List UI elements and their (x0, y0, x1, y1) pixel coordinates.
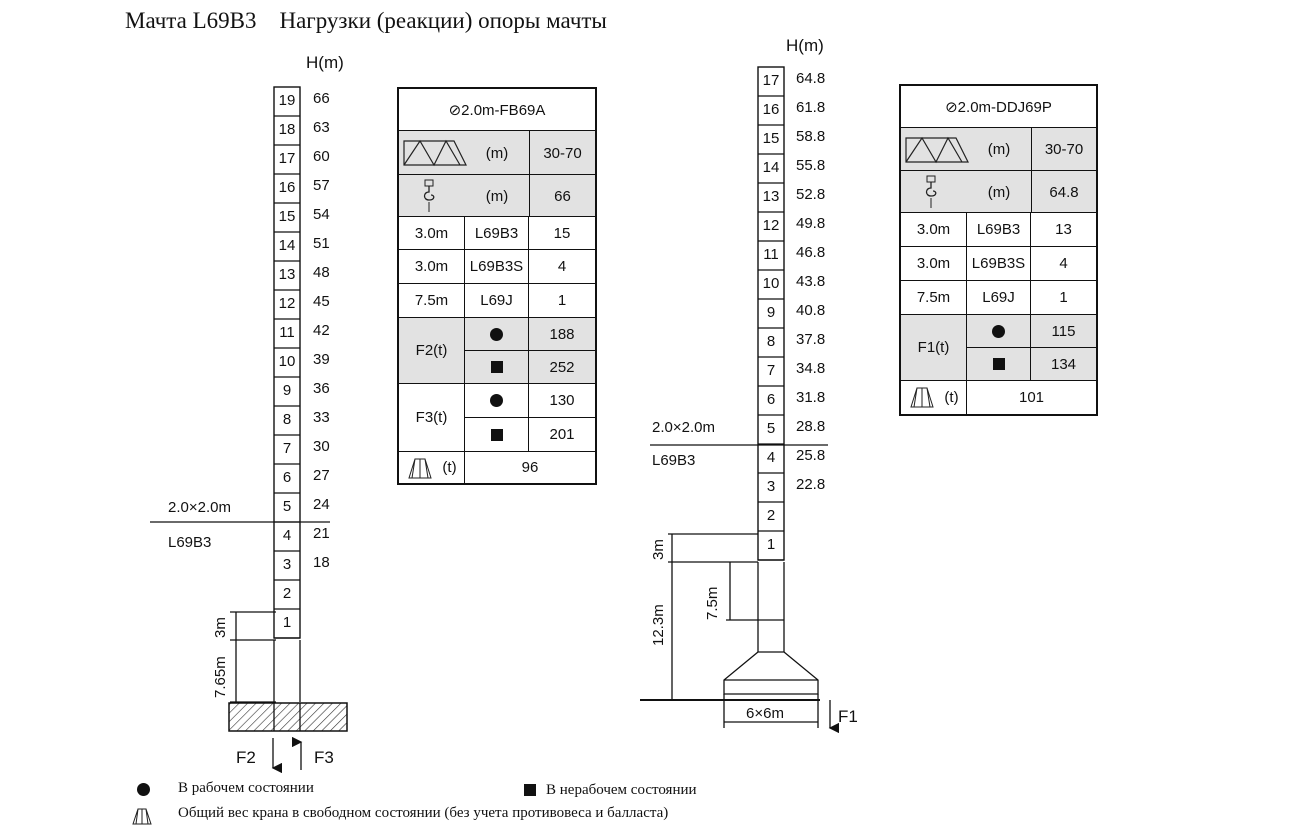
table2-row3-count: 1 (1031, 281, 1096, 315)
force-f1-label: F1 (838, 707, 858, 726)
table2-row1-count: 13 (1031, 213, 1096, 247)
mast-height-value: 36 (313, 380, 330, 397)
table2-row1-type: L69B3 (967, 213, 1031, 247)
mast-height-value: 30 (313, 438, 330, 455)
mast-section-number: 5 (766, 420, 776, 437)
table1-f2-working: 188 (529, 318, 595, 351)
table2-row3-type: L69J (967, 281, 1031, 315)
force-f3-label: F3 (314, 748, 334, 767)
jib-icon (402, 137, 468, 169)
mast-height-value: 45 (313, 293, 330, 310)
mast-section-number: 12 (278, 295, 296, 312)
mast-height-value: 37.8 (796, 331, 826, 348)
mast-section-number: 9 (766, 304, 776, 321)
mast-height-value: 64.8 (796, 70, 826, 87)
mast-section-number: 1 (282, 614, 292, 631)
mast-height-value: 46.8 (796, 244, 826, 261)
mast-height-value: 39 (313, 351, 330, 368)
mast-section-number: 7 (282, 440, 292, 457)
force-f2-label: F2 (236, 748, 256, 767)
mast-height-value: 40.8 (796, 302, 826, 319)
right-dim-123: 12.3m (650, 604, 667, 646)
table1-row2-count: 4 (529, 250, 595, 284)
mast-section-number: 4 (282, 527, 292, 544)
table1-f2-nonworking: 252 (529, 351, 595, 384)
table1-f3-working: 130 (529, 384, 595, 418)
mast-section-number: 3 (766, 478, 776, 495)
mast-section-number: 15 (278, 208, 296, 225)
mast-height-value: 34.8 (796, 360, 826, 377)
table1-f3-label: F3(t) (399, 384, 465, 452)
legend-working-text: В рабочем состоянии (178, 780, 314, 796)
mast-height-value: 61.8 (796, 99, 826, 116)
mast-section-number: 2 (766, 507, 776, 524)
mast-section-number: 15 (762, 130, 780, 147)
right-dim-75: 7.5m (704, 586, 721, 620)
mast-height-value: 33 (313, 409, 330, 426)
mast-height-value: 22.8 (796, 476, 826, 493)
table1-row3-count: 1 (529, 284, 595, 318)
table1-weight-value: 96 (521, 459, 539, 476)
mast-section-number: 1 (766, 536, 776, 553)
mast-height-value: 42 (313, 322, 330, 339)
table2-jib-unit: (m) (987, 141, 1011, 158)
mast-height-value: 48 (313, 264, 330, 281)
mast-height-value: 63 (313, 119, 330, 136)
mast-section-number: 6 (766, 391, 776, 408)
right-dim-3m: 3m (650, 539, 667, 560)
nonworking-state-icon (465, 418, 529, 452)
nonworking-state-icon (967, 348, 1031, 381)
right-base-size: 6×6m (746, 705, 784, 722)
table2-weight-value: 101 (1018, 389, 1045, 406)
left-dim-3m: 3m (212, 617, 229, 638)
mast-height-value: 57 (313, 177, 330, 194)
table2-row2-count: 4 (1031, 247, 1096, 281)
mast-section-number: 11 (763, 246, 779, 263)
table1-row3-length: 7.5m (399, 284, 465, 318)
table1-hook-value: 66 (529, 175, 595, 217)
mast-section-number: 19 (278, 92, 296, 109)
table2-row1-length: 3.0m (901, 213, 967, 247)
left-tie-size: 2.0×2.0m (168, 499, 231, 516)
table2-row2-type: L69B3S (967, 247, 1031, 281)
right-tie-type: L69B3 (652, 452, 696, 469)
nonworking-state-icon (465, 351, 529, 384)
mast-section-number: 12 (762, 217, 780, 234)
mast-height-value: 52.8 (796, 186, 826, 203)
table1-jib-value: 30-70 (529, 131, 595, 175)
table1-row1-count: 15 (529, 217, 595, 250)
mast-height-value: 24 (313, 496, 330, 513)
mast-section-number: 8 (282, 411, 292, 428)
table1-hook-unit: (m) (485, 187, 509, 205)
page-title: Мачта L69B3 Нагрузки (реакции) опоры мачты (125, 8, 607, 33)
mast-section-number: 14 (762, 159, 780, 176)
mast-section-number: 16 (278, 179, 296, 196)
mast-height-value: 43.8 (796, 273, 826, 290)
table2-row3-length: 7.5m (901, 281, 967, 315)
mast-section-number: 10 (278, 353, 296, 370)
table-ddj69p (899, 84, 1098, 416)
mast-section-number: 3 (282, 556, 292, 573)
mast-height-value: 18 (313, 554, 330, 571)
legend-nonworking-text: В нерабочем состоянии (546, 782, 697, 798)
mast-section-number: 5 (282, 498, 292, 515)
legend-working-icon (137, 783, 150, 796)
crane-weight-icon (405, 456, 435, 480)
table1-row3-type: L69J (465, 284, 529, 318)
mast-section-number: 18 (278, 121, 296, 138)
jib-icon (904, 134, 970, 166)
table1-row2-length: 3.0m (399, 250, 465, 284)
mast-height-value: 60 (313, 148, 330, 165)
mast-section-number: 14 (278, 237, 296, 254)
hook-icon (417, 178, 441, 214)
right-h-label: H(m) (786, 36, 824, 55)
mast-height-value: 28.8 (796, 418, 826, 435)
mast-height-value: 25.8 (796, 447, 826, 464)
mast-height-value: 31.8 (796, 389, 826, 406)
mast-section-number: 13 (762, 188, 780, 205)
table2-f1-working: 115 (1031, 315, 1096, 348)
mast-height-value: 21 (313, 525, 330, 542)
mast-section-number: 2 (282, 585, 292, 602)
working-state-icon (967, 315, 1031, 348)
right-tie-size: 2.0×2.0m (652, 419, 715, 436)
table1-row1-type: L69B3 (465, 217, 529, 250)
table1-f2-label: F2(t) (399, 318, 465, 384)
mast-height-value: 54 (313, 206, 330, 223)
table2-jib-value: 30-70 (1031, 128, 1096, 171)
legend-weight-icon (130, 806, 154, 826)
mast-section-number: 4 (766, 449, 776, 466)
mast-height-value: 51 (313, 235, 330, 252)
table1-f3-nonworking: 201 (529, 418, 595, 452)
legend-weight-text: Общий вес крана в свободном состоянии (без учета противовеса и балласта) (178, 805, 669, 821)
left-h-label: H(m) (306, 53, 344, 72)
left-dim-765: 7.65m (212, 656, 229, 698)
mast-height-value: 58.8 (796, 128, 826, 145)
table2-header: ⊘2.0m-DDJ69P (901, 86, 1096, 128)
table1-jib-unit: (m) (485, 144, 509, 162)
left-tie-type: L69B3 (168, 534, 212, 551)
mast-section-number: 17 (762, 72, 780, 89)
mast-section-number: 11 (279, 324, 295, 341)
table1-weight-unit: (t) (435, 452, 465, 483)
table2-f1-nonworking: 134 (1031, 348, 1096, 381)
mast-section-number: 16 (762, 101, 780, 118)
working-state-icon (465, 318, 529, 351)
table2-hook-value: 64.8 (1031, 171, 1096, 213)
mast-height-value: 49.8 (796, 215, 826, 232)
table2-f1-label: F1(t) (901, 315, 967, 381)
mast-section-number: 7 (766, 362, 776, 379)
table-fb69a (397, 87, 597, 485)
table1-row2-type: L69B3S (465, 250, 529, 284)
table1-header: ⊘2.0m-FB69A (399, 89, 595, 131)
hook-icon (919, 174, 943, 210)
table2-weight-unit: (t) (937, 381, 967, 414)
legend-nonworking-icon (524, 784, 536, 796)
mast-height-value: 27 (313, 467, 330, 484)
mast-section-number: 6 (282, 469, 292, 486)
mast-section-number: 13 (278, 266, 296, 283)
table2-hook-unit: (m) (987, 183, 1011, 201)
crane-weight-icon (907, 385, 937, 409)
mast-height-value: 55.8 (796, 157, 826, 174)
mast-section-number: 9 (282, 382, 292, 399)
mast-height-value: 66 (313, 90, 330, 107)
mast-section-number: 17 (278, 150, 296, 167)
working-state-icon (465, 384, 529, 418)
table1-row1-length: 3.0m (399, 217, 465, 250)
mast-section-number: 8 (766, 333, 776, 350)
table2-row2-length: 3.0m (901, 247, 967, 281)
mast-section-number: 10 (762, 275, 780, 292)
